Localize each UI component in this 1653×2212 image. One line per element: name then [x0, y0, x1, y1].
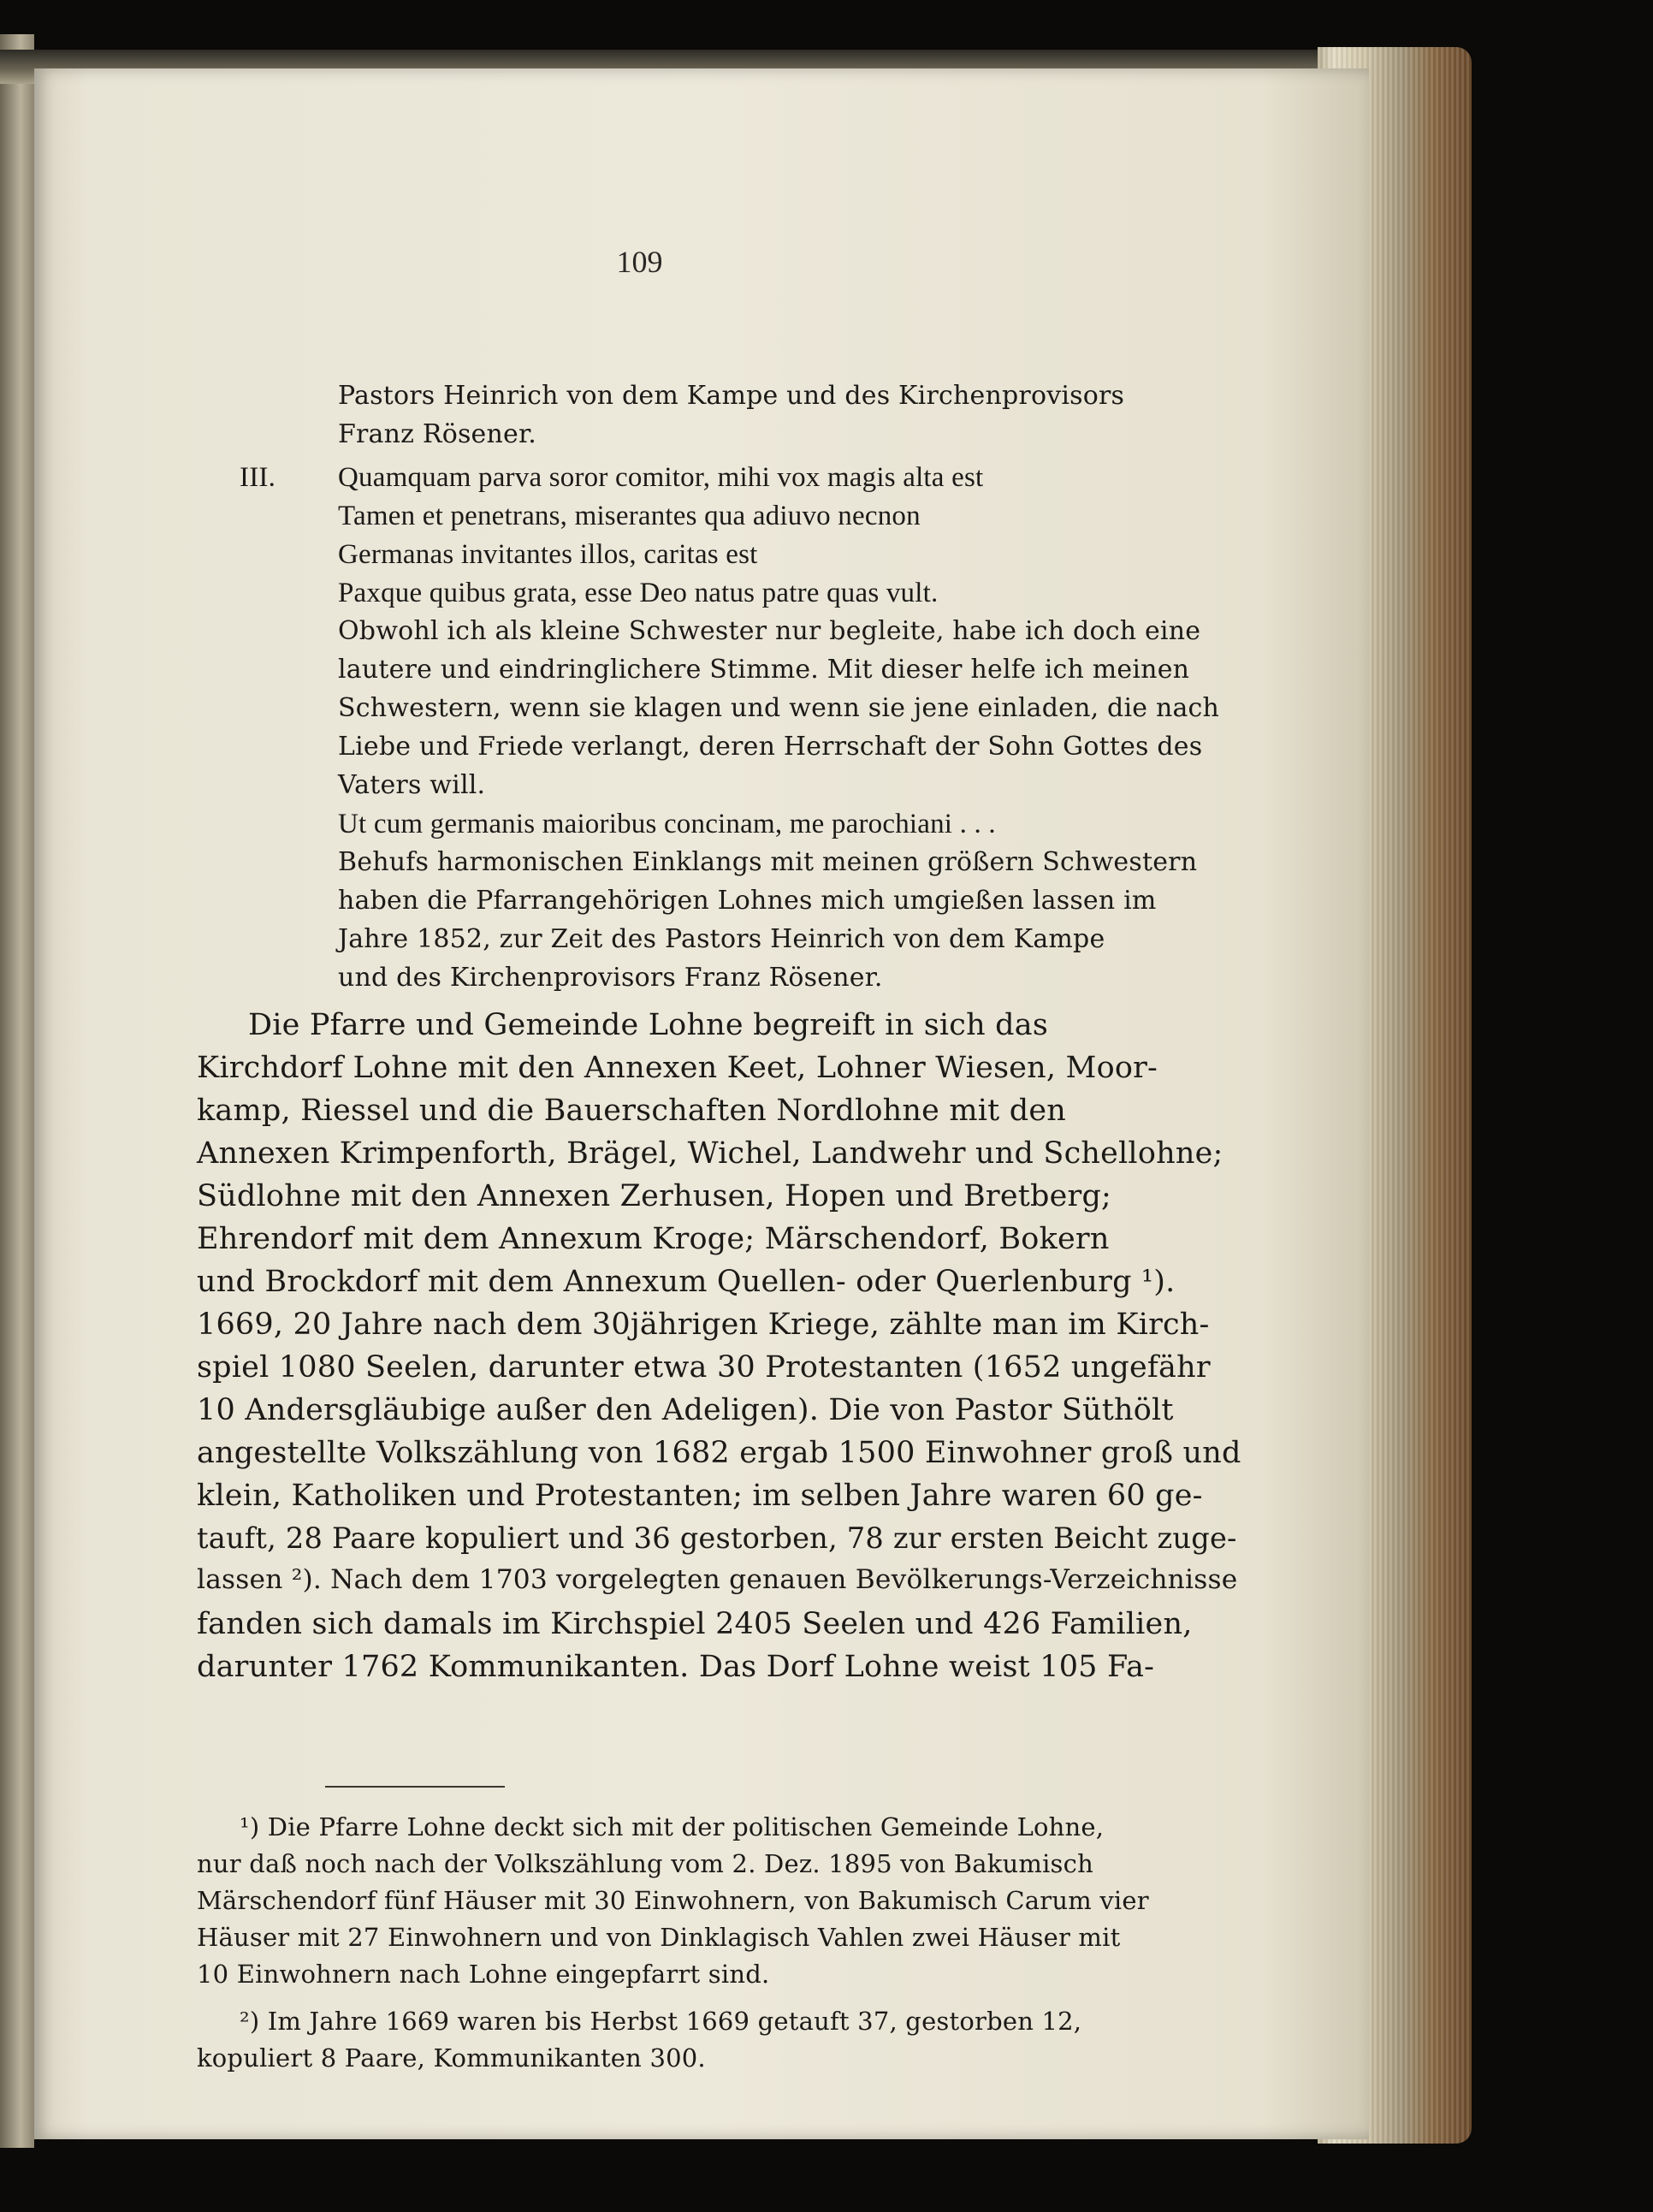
german-line: Behufs harmonischen Einklangs mit meinen größern Schwestern [338, 847, 1198, 877]
roman-numeral: III. [240, 462, 276, 493]
latin-line: Germanas invitantes illos, caritas est [338, 539, 758, 570]
german-line: lautere und eindringlichere Stimme. Mit dieser helfe ich meinen [338, 655, 1190, 685]
body-line: 1669, 20 Jahre nach dem 30jährigen Kriege, zählte man im Kirch- [197, 1308, 1210, 1342]
footnote-line: Häuser mit 27 Einwohnern und von Dinklagisch Vahlen zwei Häuser mit [197, 1923, 1121, 1952]
german-line: Obwohl ich als kleine Schwester nur begleite, habe ich doch eine [338, 616, 1201, 646]
german-line: Vaters will. [338, 770, 486, 800]
body-line: Die Pfarre und Gemeinde Lohne begreift in sich das [248, 1008, 1048, 1042]
body-line: darunter 1762 Kommunikanten. Das Dorf Lohne weist 105 Fa- [197, 1650, 1155, 1684]
body-line: spiel 1080 Seelen, darunter etwa 30 Protestanten (1652 ungefähr [197, 1350, 1211, 1385]
german-line: Jahre 1852, zur Zeit des Pastors Heinrich von dem Kampe [338, 924, 1105, 954]
body-line: Kirchdorf Lohne mit den Annexen Keet, Lohner Wiesen, Moor- [197, 1051, 1158, 1085]
latin-line: Tamen et penetrans, miserantes qua adiuvo necnon [338, 501, 921, 531]
german-line: haben die Pfarrangehörigen Lohnes mich umgießen lassen im [338, 886, 1157, 916]
german-line: Liebe und Friede verlangt, deren Herrschaft der Sohn Gottes des [338, 732, 1203, 762]
body-line: Ehrendorf mit dem Annexum Kroge; Märschendorf, Bokern [197, 1222, 1110, 1256]
latin-line: Quamquam parva soror comitor, mihi vox magis alta est [338, 462, 984, 493]
body-line: klein, Katholiken und Protestanten; im selben Jahre waren 60 ge- [197, 1479, 1203, 1513]
body-line: 10 Andersgläubige außer den Adeligen). Die von Pastor Süthölt [197, 1393, 1174, 1427]
quote-line: Pastors Heinrich von dem Kampe und des Kirchenprovisors [338, 381, 1125, 411]
footnote-line: kopuliert 8 Paare, Kommunikanten 300. [197, 2043, 706, 2073]
latin-line: Ut cum germanis maioribus concinam, me parochiani . . . [338, 809, 996, 839]
page-number: 109 [616, 245, 663, 279]
body-line: tauft, 28 Paare kopuliert und 36 gestorben, 78 zur ersten Beicht zuge- [197, 1521, 1237, 1555]
german-line: Schwestern, wenn sie klagen und wenn sie jene einladen, die nach [338, 693, 1220, 723]
body-line: Annexen Krimpenforth, Brägel, Wichel, Landwehr und Schellohne; [197, 1136, 1223, 1171]
body-line: kamp, Riessel und die Bauerschaften Nordlohne mit den [197, 1094, 1066, 1128]
book-page [34, 68, 1369, 2139]
body-line: lassen ²). Nach dem 1703 vorgelegten genauen Bevölkerungs-Verzeichnisse [197, 1564, 1238, 1595]
german-line: und des Kirchenprovisors Franz Rösener. [338, 963, 883, 993]
body-line: und Brockdorf mit dem Annexum Quellen- oder Querlenburg ¹). [197, 1265, 1176, 1299]
body-line: angestellte Volkszählung von 1682 ergab 1500 Einwohner groß und [197, 1436, 1241, 1470]
footnote-line: nur daß noch nach der Volkszählung vom 2. Dez. 1895 von Bakumisch [197, 1849, 1093, 1878]
footnote-line: 10 Einwohnern nach Lohne eingepfarrt sind. [197, 1960, 770, 1989]
footnote-line: ¹) Die Pfarre Lohne deckt sich mit der politischen Gemeinde Lohne, [240, 1812, 1105, 1841]
quote-line: Franz Rösener. [338, 419, 536, 449]
footnote-line: ²) Im Jahre 1669 waren bis Herbst 1669 getauft 37, gestorben 12, [240, 2007, 1082, 2036]
body-line: Südlohne mit den Annexen Zerhusen, Hopen und Bretberg; [197, 1179, 1112, 1213]
latin-line: Paxque quibus grata, esse Deo natus patre quas vult. [338, 578, 939, 608]
footnote-divider [325, 1786, 505, 1788]
footnote-line: Märschendorf fünf Häuser mit 30 Einwohnern, von Bakumisch Carum vier [197, 1886, 1149, 1915]
left-page-edge [0, 34, 34, 2148]
body-line: fanden sich damals im Kirchspiel 2405 Seelen und 426 Familien, [197, 1607, 1193, 1641]
